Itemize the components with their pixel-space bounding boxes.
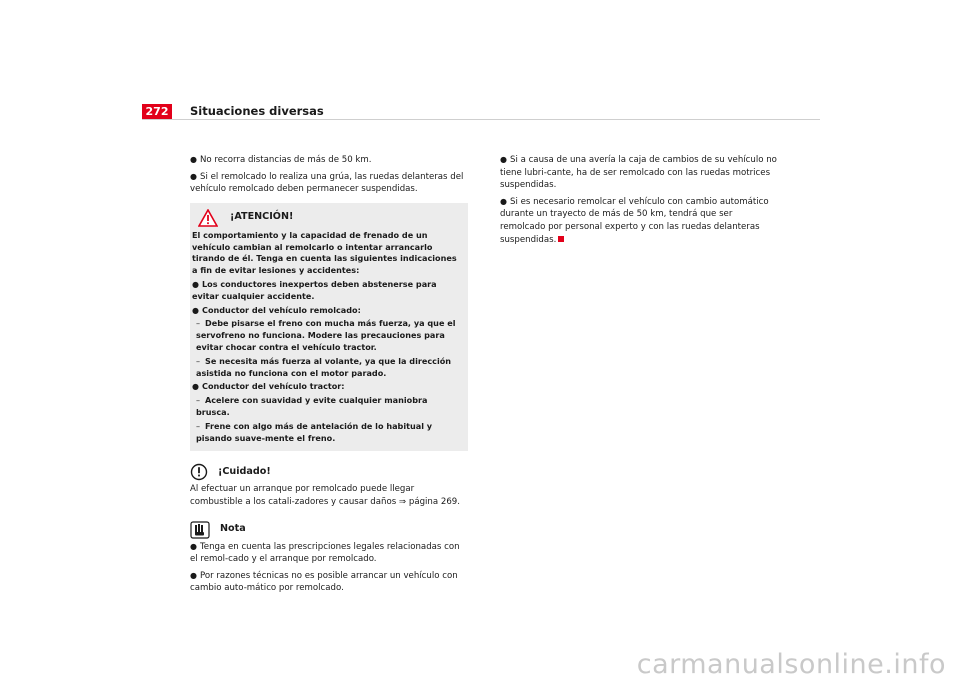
dash-icon: – xyxy=(196,395,201,406)
warning-subitem xyxy=(192,421,462,445)
list-item-text: No recorra distancias de más de 50 km. xyxy=(200,155,372,165)
page-title: Situaciones diversas xyxy=(190,104,324,118)
list-item xyxy=(500,154,780,192)
warning-title: ¡ATENCIÓN! xyxy=(230,211,294,223)
note-title: Nota xyxy=(220,523,246,535)
list-item xyxy=(190,570,468,595)
warning-subitem xyxy=(192,395,462,419)
warning-subitem-text: Debe pisarse el freno con mucha más fuerza, ya que el servofreno no funciona. Modere las precauciones para evitar chocar contra el vehículo tractor. xyxy=(196,318,456,352)
list-item xyxy=(190,154,468,167)
list-item-text: Si el remolcado lo realiza una grúa, las ruedas delanteras del vehículo remolcado deben permanecer suspendidas. xyxy=(190,171,464,195)
bullet-icon: ● xyxy=(500,155,507,164)
warning-body xyxy=(192,230,462,445)
list-item xyxy=(500,196,780,246)
warning-box xyxy=(190,203,468,452)
right-column xyxy=(500,154,780,250)
bullet-icon: ● xyxy=(192,305,199,315)
warning-header xyxy=(192,206,462,230)
list-item-text: Tenga en cuenta las prescripciones legales relacionadas con el remol-cado y el arranque por remolcado. xyxy=(190,541,460,565)
bullet-icon: ● xyxy=(190,155,197,164)
warning-item-text: Los conductores inexpertos deben abstenerse para evitar cualquier accidente. xyxy=(192,278,437,301)
note-header xyxy=(190,519,468,541)
bullet-icon: ● xyxy=(190,171,197,181)
note-hand-icon xyxy=(190,521,210,539)
caution-text: Al efectuar un arranque por remolcado puede llegar combustible a los catali-zadores y causar daños ⇒ página 269. xyxy=(190,484,461,507)
dash-icon: – xyxy=(196,420,201,431)
bullet-icon: ● xyxy=(192,279,199,289)
end-of-section-icon xyxy=(558,236,564,242)
warning-triangle-icon xyxy=(198,209,218,227)
dash-icon: – xyxy=(196,355,201,366)
list-item-text: Por razones técnicas no es posible arrancar un vehículo con cambio auto-mático por remolcado. xyxy=(190,570,458,594)
bullet-icon: ● xyxy=(192,382,199,392)
watermark: carmanualsonline.info xyxy=(636,649,946,680)
warning-subitem-text: Acelere con suavidad y evite cualquier maniobra brusca. xyxy=(196,395,428,417)
bullet-icon: ● xyxy=(190,541,197,551)
list-item xyxy=(190,541,468,566)
list-item-text: Si es necesario remolcar el vehículo con cambio automático durante un trayecto de más de 50 km, tendrá que ser remolcado por personal experto y con las ruedas delanteras suspendidas. xyxy=(500,196,769,245)
caution-header xyxy=(190,461,468,483)
list-item-text: Si a causa de una avería la caja de cambios de su vehículo no tiene lubri-cante, ha de ser remolcado con las ruedas motrices suspendidas. xyxy=(500,155,777,191)
caution-exclamation-icon xyxy=(190,463,208,481)
warning-intro: El comportamiento y la capacidad de frenado de un vehículo cambian al remolcarlo o intentar arrancarlo tirando de él. Tenga en cuenta las siguientes indicaciones a fin de evitar lesiones y accidentes: xyxy=(192,229,457,276)
warning-item xyxy=(192,279,462,303)
warning-subitem xyxy=(192,356,462,380)
warning-item xyxy=(192,305,462,317)
list-item xyxy=(190,171,468,196)
warning-subitem-text: Se necesita más fuerza al volante, ya que la dirección asistida no funciona con el motor parado. xyxy=(196,355,452,378)
page-number: 272 xyxy=(142,104,172,119)
dash-icon: – xyxy=(196,318,201,329)
warning-item xyxy=(192,381,462,393)
warning-subitem xyxy=(192,318,462,353)
warning-item-text: Conductor del vehículo tractor: xyxy=(202,381,345,392)
caution-title: ¡Cuidado! xyxy=(218,466,271,478)
left-column xyxy=(190,154,468,599)
bullet-icon: ● xyxy=(500,196,507,206)
bullet-icon: ● xyxy=(190,570,197,580)
warning-subitem-text: Frene con algo más de antelación de lo habitual y pisando suave-mente el freno. xyxy=(196,420,433,443)
header-divider xyxy=(142,119,820,120)
warning-item-text: Conductor del vehículo remolcado: xyxy=(202,304,361,315)
